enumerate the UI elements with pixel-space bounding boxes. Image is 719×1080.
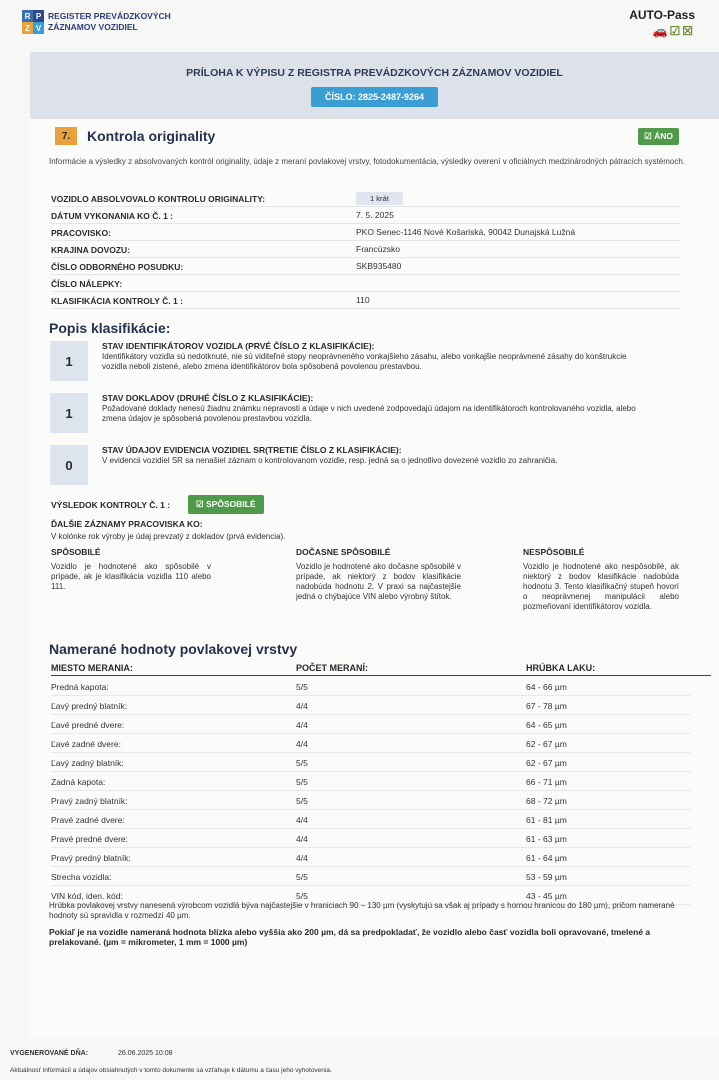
info-row: DÁTUM VYKONANIA KO Č. 1 : 7. 5. 2025 xyxy=(51,207,681,224)
rpzv-logo xyxy=(22,10,171,34)
measure-count: 5/5 xyxy=(296,872,308,882)
info-row: KLASIFIKÁCIA KONTROLY Č. 1 : 110 xyxy=(51,292,681,309)
originality-section: 7. Kontrola originality ☑ ÁNO Informácie a výsledky z absolvovaných kontról originality, údaje z meraní povlakovej vrstvy, fotodokumentácia, výsledky overení v oficiálnych medzinárodných pátracích systémoch. VOZIDLO ABSOLVOVALO KONTROLU ORIGINALITY: 1 krát DÁTUM VYKONANIA KO Č. 1 : 7. 5. 2025 PRACOVISKO: PKO Senec-1146 Nové Košariská, 90042 Dunajská Lužná KRAJINA DOVOZU: Francúzsko ČÍSLO ODBORNÉHO POSUDKU: SKB935480 ČÍSLO NÁLEPKY: KLASIFIKÁCIA KONTROLY Č. 1 : 110 Popis klasifikácie: 1 STAV IDENTIFIKÁTOROV VOZIDLA (PRVÉ ČÍSLO Z KLASIFIKÁCIE): Identifikátory vozidla sú nedotknuté, nie sú viditeľné stopy neoprávneného vonkajšieho zásahu, alebo vonkajšie neoprávnené zásahy do konštrukcie vozidla neboli zistené, alebo zmena identifikátorov bola spôsobená povolenou prestavbou. 1 STAV DOKLADOV (DRUHÉ ČÍSLO Z KLASIFIKÁCIE): Požadované doklady nenesú žiadnu známku nepravosti a údaje v nich uvedené zodpovedajú údajom na identifikátoroch kontrolovaného vozidla, alebo zmena údajov je spôsobená povolenou prestavbou vozidla. 0 STAV ÚDAJOV EVIDENCIA VOZIDIEL SR(TRETIE ČÍSLO Z KLASIFIKÁCIE): V evidencii vozidiel SR sa nenašiel záznam o kontrolovanom vozidle, resp. jedná sa o jednotlivo dovezené vozidlo zo zahraničia. VÝSLEDOK KONTROLY Č. 1 : ☑ SPÔSOBILÉ ĎALŠIE ZÁZNAMY PRACOVISKA KO: V kolónke rok výroby je údaj prevzatý z dokladov (prvá evidencia). SPÔSOBILÉ Vozidlo je hodnotené ako spôsobilé v prípade, ak je klasifikácia vozidla 110 alebo 111. DOČASNE SPÔSOBILÉ Vozidlo je hodnotené ako dočasne spôsobilé v prípade, ak niektorý z bodov klasifikácie nadobúda hodnotu 2. V praxi sa najčastejšie jedná o chýbajúce VIN alebo výrobný štítok. NESPÔSOBILÉ Vozidlo je hodnotené ako nespôsobilé, ak niektorý z bodov klasifikácie nadobúda hodnotu 3. Tento klasifikačný stupeň hovorí o neoprávnenej manipulácii alebo pozmeňovaní identifikátorov vozidla. Namerané hodnoty povlakovej vrstvy MIESTO MERANIA: POČET MERANÍ: HRÚBKA LAKU: Predná kapota: 5/5 64 - 66 µm Ľavý predný blatník: 4/4 67 - 78 µm Ľavé predné dvere: 4/4 64 - 65 µm Ľavé zadné dvere: 4/4 62 - 67 µm Ľavý zadný blatník: 5/5 62 - 67 µm Zadná kapota: 5/5 66 - 71 µm Pravý zadný blatník: 5/5 68 - 72 µm Pravé zadné dvere: 4/4 61 - 81 µm Pravé predné dvere: 4/4 61 - 63 µm Pravý predný blatník: 4/4 61 - 64 µm Strecha vozidla: 5/5 53 - 59 µm VIN kód, iden. kód: 5/5 43 - 45 µm Hrúbka povlakovej vrstvy nanesená výrobcom vozidlá býva najčastejšie v hraniciach 90 – 130 µm (vyskytujú sa však aj prípady s hornou hranicou do 180 µm), pričom namerané hodnoty sú spravidla v rozmedzí 40 µm. Pokiaľ je na vozidle nameraná hodnota blízka alebo vyššia ako 200 µm, dá sa predpokladať, že vozidlo alebo časť vozidla boli opravované, tmelené a prelakované. (µm = mikrometer, 1 mm = 1000 µm) xyxy=(30,118,719,1038)
check-icon: ☑ xyxy=(644,131,655,141)
table-row xyxy=(51,772,691,791)
table-row xyxy=(51,848,691,867)
table-row xyxy=(51,829,691,848)
info-row: ČÍSLO ODBORNÉHO POSUDKU: SKB935480 xyxy=(51,258,681,275)
generated-info: VYGENEROVANÉ DŇA: 26.06.2025 10:08 xyxy=(10,1050,173,1057)
measure-location: Pravé predné dvere: xyxy=(51,834,129,844)
coating-note: Hrúbka povlakovej vrstvy nanesená výrobcom vozidlá býva najčastejšie v hraniciach 90 – 130 µm (vyskytujú sa však aj prípady s hornou hranicou do 180 µm), pričom namerané hodnoty sú spravidla v rozmedzí 40 µm. xyxy=(49,901,675,920)
table-row xyxy=(51,696,691,715)
result-row: VÝSLEDOK KONTROLY Č. 1 : ☑ SPÔSOBILÉ xyxy=(51,495,264,514)
measure-count: 4/4 xyxy=(296,834,308,844)
table-row xyxy=(51,715,691,734)
result-badge: ☑ SPÔSOBILÉ xyxy=(188,495,264,514)
measure-location: Strecha vozidla: xyxy=(51,872,112,882)
category-docasne-sposobile: DOČASNE SPÔSOBILÉ Vozidlo je hodnotené ako dočasne spôsobilé v prípade, ak niektorý z bodov klasifikácie nadobúda hodnotu 2. V praxi sa najčastejšie jedná o chýbajúce VIN alebo výrobný štítok. xyxy=(296,547,461,601)
logo-text: REGISTER PREVÁDZKOVÝCH ZÁZNAMOV VOZIDIEL xyxy=(48,11,171,32)
measure-location: Pravý predný blatník: xyxy=(51,853,131,863)
measure-count: 4/4 xyxy=(296,739,308,749)
section-number: 7. xyxy=(55,127,77,145)
category-sposobile: SPÔSOBILÉ Vozidlo je hodnotené ako spôsobilé v prípade, ak je klasifikácia vozidla 110 alebo 111. xyxy=(51,547,211,591)
coating-warning: Pokiaľ je na vozidle nameraná hodnota blízka alebo vyššia ako 200 µm, dá sa predpokladať, že vozidlo alebo časť vozidla boli opravované, tmelené a prelakované. (µm = mikrometer, 1 mm = 1000 µm) xyxy=(49,927,651,947)
info-row: KRAJINA DOVOZU: Francúzsko xyxy=(51,241,681,258)
measure-count: 5/5 xyxy=(296,777,308,787)
measure-location: Zadná kapota: xyxy=(51,777,106,787)
popis-title: Popis klasifikácie: xyxy=(49,320,171,336)
measure-count: 4/4 xyxy=(296,720,308,730)
count-badge: 1 krát xyxy=(356,192,403,205)
report-number-badge: ČÍSLO: 2825-2487-9264 xyxy=(311,87,438,107)
category-nesposobile: NESPÔSOBILÉ Vozidlo je hodnotené ako nespôsobilé, ak niektorý z bodov klasifikácie nadobúda hodnotu 3. Tento klasifikačný stupeň hovorí o neoprávnenej manipulácii alebo pozmeňovaní identifikátorov vozidla. xyxy=(523,547,679,611)
measure-location: Ľavý predný blatník: xyxy=(51,701,128,711)
paint-thickness: 43 - 45 µm xyxy=(526,891,567,901)
page-header xyxy=(0,0,719,52)
paint-thickness: 61 - 64 µm xyxy=(526,853,567,863)
measure-count: 5/5 xyxy=(296,796,308,806)
info-row: VOZIDLO ABSOLVOVALO KONTROLU ORIGINALITY: 1 krát xyxy=(51,190,681,207)
classification-value: 1 xyxy=(50,341,88,381)
section-title: Kontrola originality xyxy=(87,128,216,144)
status-badge: ☑ ÁNO xyxy=(638,128,679,145)
measure-location: Ľavý zadný blatník: xyxy=(51,758,124,768)
paint-thickness: 68 - 72 µm xyxy=(526,796,567,806)
table-row xyxy=(51,810,691,829)
measure-count: 5/5 xyxy=(296,758,308,768)
measure-location: Ľavé zadné dvere: xyxy=(51,739,121,749)
report-banner xyxy=(30,52,719,120)
classification-value: 1 xyxy=(50,393,88,433)
paint-thickness: 62 - 67 µm xyxy=(526,758,567,768)
measure-location: Predná kapota: xyxy=(51,682,109,692)
table-row xyxy=(51,791,691,810)
measure-location: VIN kód, iden. kód: xyxy=(51,891,123,901)
table-row xyxy=(51,753,691,772)
banner-title: PRÍLOHA K VÝPISU Z REGISTRA PREVÁDZKOVÝCH ZÁZNAMOV VOZIDIEL xyxy=(186,67,563,79)
measure-location: Pravé zadné dvere: xyxy=(51,815,125,825)
table-row xyxy=(51,677,691,696)
section-intro: Informácie a výsledky z absolvovaných kontról originality, údaje z meraní povlakovej vrstvy, fotodokumentácia, výsledky overení v oficiálnych medzinárodných pátracích systémoch. xyxy=(49,157,685,166)
autopass-logo: AUTO-Pass 🚗☑☒ xyxy=(629,8,695,38)
measure-count: 4/4 xyxy=(296,815,308,825)
measure-location: Pravý zadný blatník: xyxy=(51,796,128,806)
table-row xyxy=(51,867,691,886)
check-icon: ☑ xyxy=(196,499,207,509)
disclaimer: Aktuálnosť informácií a údajov obsiahnutých v tomto dokumente sa vzťahuje k dátumu a času jeho vyhotovenia. xyxy=(10,1067,332,1074)
measure-count: 4/4 xyxy=(296,701,308,711)
paint-thickness: 61 - 63 µm xyxy=(526,834,567,844)
paint-thickness: 53 - 59 µm xyxy=(526,872,567,882)
table-row xyxy=(51,734,691,753)
coating-table-header: MIESTO MERANIA: POČET MERANÍ: HRÚBKA LAKU: xyxy=(51,661,711,676)
dalsie-title: ĎALŠIE ZÁZNAMY PRACOVISKA KO: xyxy=(51,519,203,529)
paint-thickness: 64 - 65 µm xyxy=(526,720,567,730)
logo-mark: R P Z V xyxy=(22,10,44,34)
measure-count: 4/4 xyxy=(296,853,308,863)
dalsie-text: V kolónke rok výroby je údaj prevzatý z dokladov (prvá evidencia). xyxy=(51,532,286,541)
coating-title: Namerané hodnoty povlakovej vrstvy xyxy=(49,641,298,657)
paint-thickness: 67 - 78 µm xyxy=(526,701,567,711)
paint-thickness: 62 - 67 µm xyxy=(526,739,567,749)
paint-thickness: 66 - 71 µm xyxy=(526,777,567,787)
info-row: PRACOVISKO: PKO Senec-1146 Nové Košariská, 90042 Dunajská Lužná xyxy=(51,224,681,241)
section-header xyxy=(55,127,215,145)
autopass-car-check-icon: 🚗☑☒ xyxy=(652,24,695,38)
paint-thickness: 64 - 66 µm xyxy=(526,682,567,692)
measure-location: Ľavé predné dvere: xyxy=(51,720,125,730)
info-row: ČÍSLO NÁLEPKY: xyxy=(51,275,681,292)
measure-count: 5/5 xyxy=(296,682,308,692)
paint-thickness: 61 - 81 µm xyxy=(526,815,567,825)
classification-value: 0 xyxy=(50,445,88,485)
measure-count: 5/5 xyxy=(296,891,308,901)
